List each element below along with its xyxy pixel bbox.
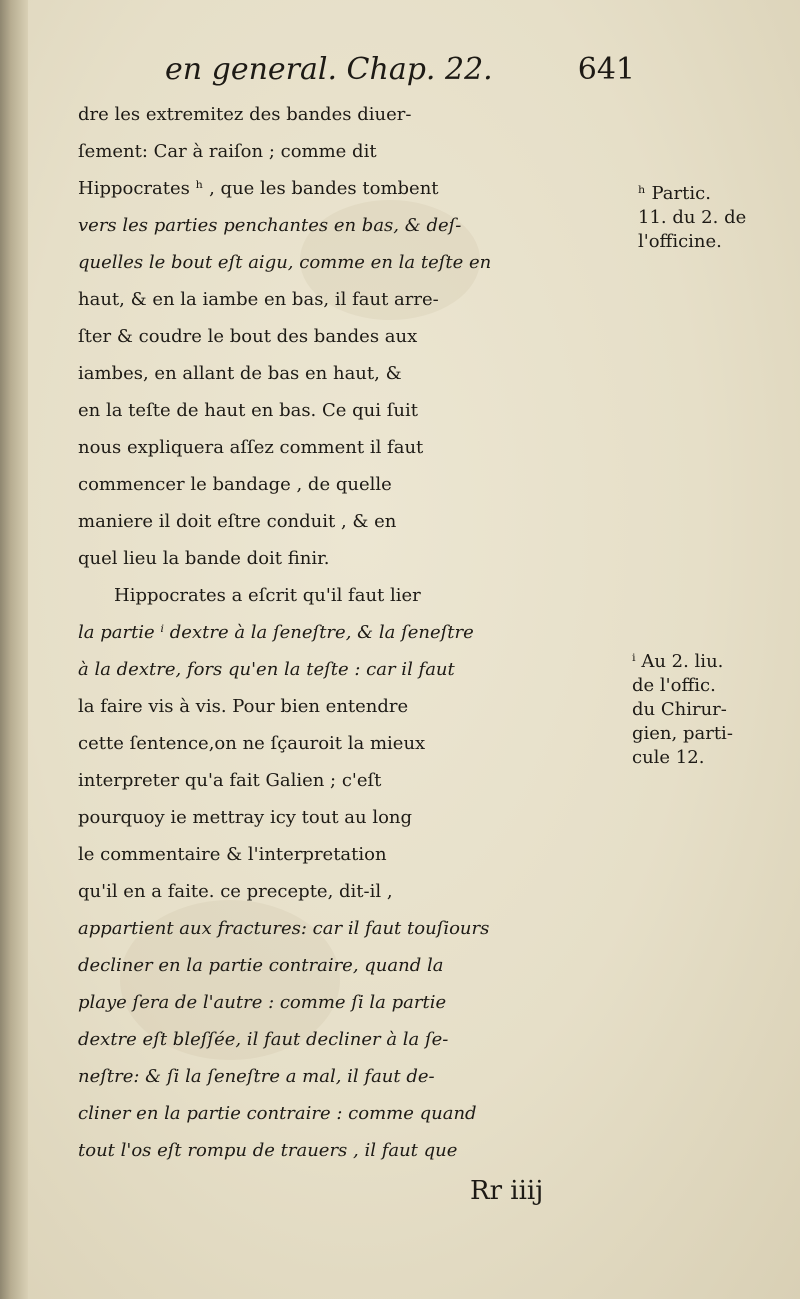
text-line: Hippocrates a eſcrit qu'il faut lier — [114, 585, 421, 606]
text-line: nous expliquera aſſez comment il faut — [78, 437, 424, 458]
margin-note-line: du Chirur- — [632, 699, 727, 720]
text-line: iambes, en allant de bas en haut, & — [78, 363, 402, 384]
text-line: quel lieu la bande doit finir. — [78, 548, 330, 569]
text-line: quelles le bout eſt aigu, comme en la teſte en — [78, 252, 492, 273]
running-title: en general. Chap. 22. — [165, 52, 493, 87]
text-line: la faire vis à vis. Pour bien entendre — [78, 696, 409, 717]
margin-note-h — [638, 182, 746, 254]
text-line: playe ſera de l'autre : comme ſi la partie — [78, 992, 447, 1013]
text-line: dre les extremitez des bandes diuer- — [78, 104, 412, 125]
margin-note-line: ⁱ Au 2. liu. — [632, 651, 724, 672]
text-line: neſtre: & ſi la ſeneſtre a mal, il faut de- — [78, 1066, 435, 1087]
text-line: cliner en la partie contraire : comme quand — [78, 1103, 477, 1124]
text-line: cette ſentence,on ne ſçauroit la mieux — [78, 733, 426, 754]
text-line: haut, & en la iambe en bas, il faut arre- — [78, 289, 439, 310]
text-line: dextre eſt bleſſée, il faut decliner à la ſe- — [78, 1029, 449, 1050]
page-number: 641 — [577, 52, 635, 87]
text-line: decliner en la partie contraire, quand la — [78, 955, 444, 976]
text-line: appartient aux fractures: car il faut touſiours — [78, 918, 490, 939]
text-line: maniere il doit eſtre conduit , & en — [78, 511, 397, 532]
text-line: qu'il en a faite. ce precepte, dit-il , — [78, 881, 393, 902]
margin-note-line: de l'offic. — [632, 675, 716, 696]
margin-note-line: cule 12. — [632, 747, 705, 768]
margin-note-line: ʰ Partic. — [638, 183, 711, 204]
text-line: vers les parties penchantes en bas, & deſ- — [78, 215, 462, 236]
margin-note-i — [632, 650, 733, 770]
text-line: en la teſte de haut en bas. Ce qui ſuit — [78, 400, 418, 421]
signature-mark: Rr iiij — [470, 1176, 544, 1206]
margin-note-line: gien, parti- — [632, 723, 733, 744]
text-line: la partie ⁱ dextre à la ſeneſtre, & la ſeneſtre — [78, 622, 474, 643]
text-line: à la dextre, fors qu'en la teſte : car il faut — [78, 659, 455, 680]
text-line: Hippocrates ʰ , que les bandes tombent — [78, 178, 439, 199]
binding-gutter — [0, 0, 28, 1299]
text-line: ſement: Car à raiſon ; comme dit — [78, 141, 377, 162]
text-line: ſter & coudre le bout des bandes aux — [78, 326, 418, 347]
margin-note-line: 11. du 2. de — [638, 207, 747, 228]
body-text — [78, 96, 638, 1169]
running-header — [165, 52, 635, 92]
text-line: interpreter qu'a fait Galien ; c'eſt — [78, 770, 382, 791]
text-line: pourquoy ie mettray icy tout au long — [78, 807, 413, 828]
margin-note-line: l'officine. — [638, 231, 722, 252]
text-line: tout l'os eſt rompu de trauers , il faut que — [78, 1140, 458, 1161]
text-line: le commentaire & l'interpretation — [78, 844, 387, 865]
text-line: commencer le bandage , de quelle — [78, 474, 392, 495]
